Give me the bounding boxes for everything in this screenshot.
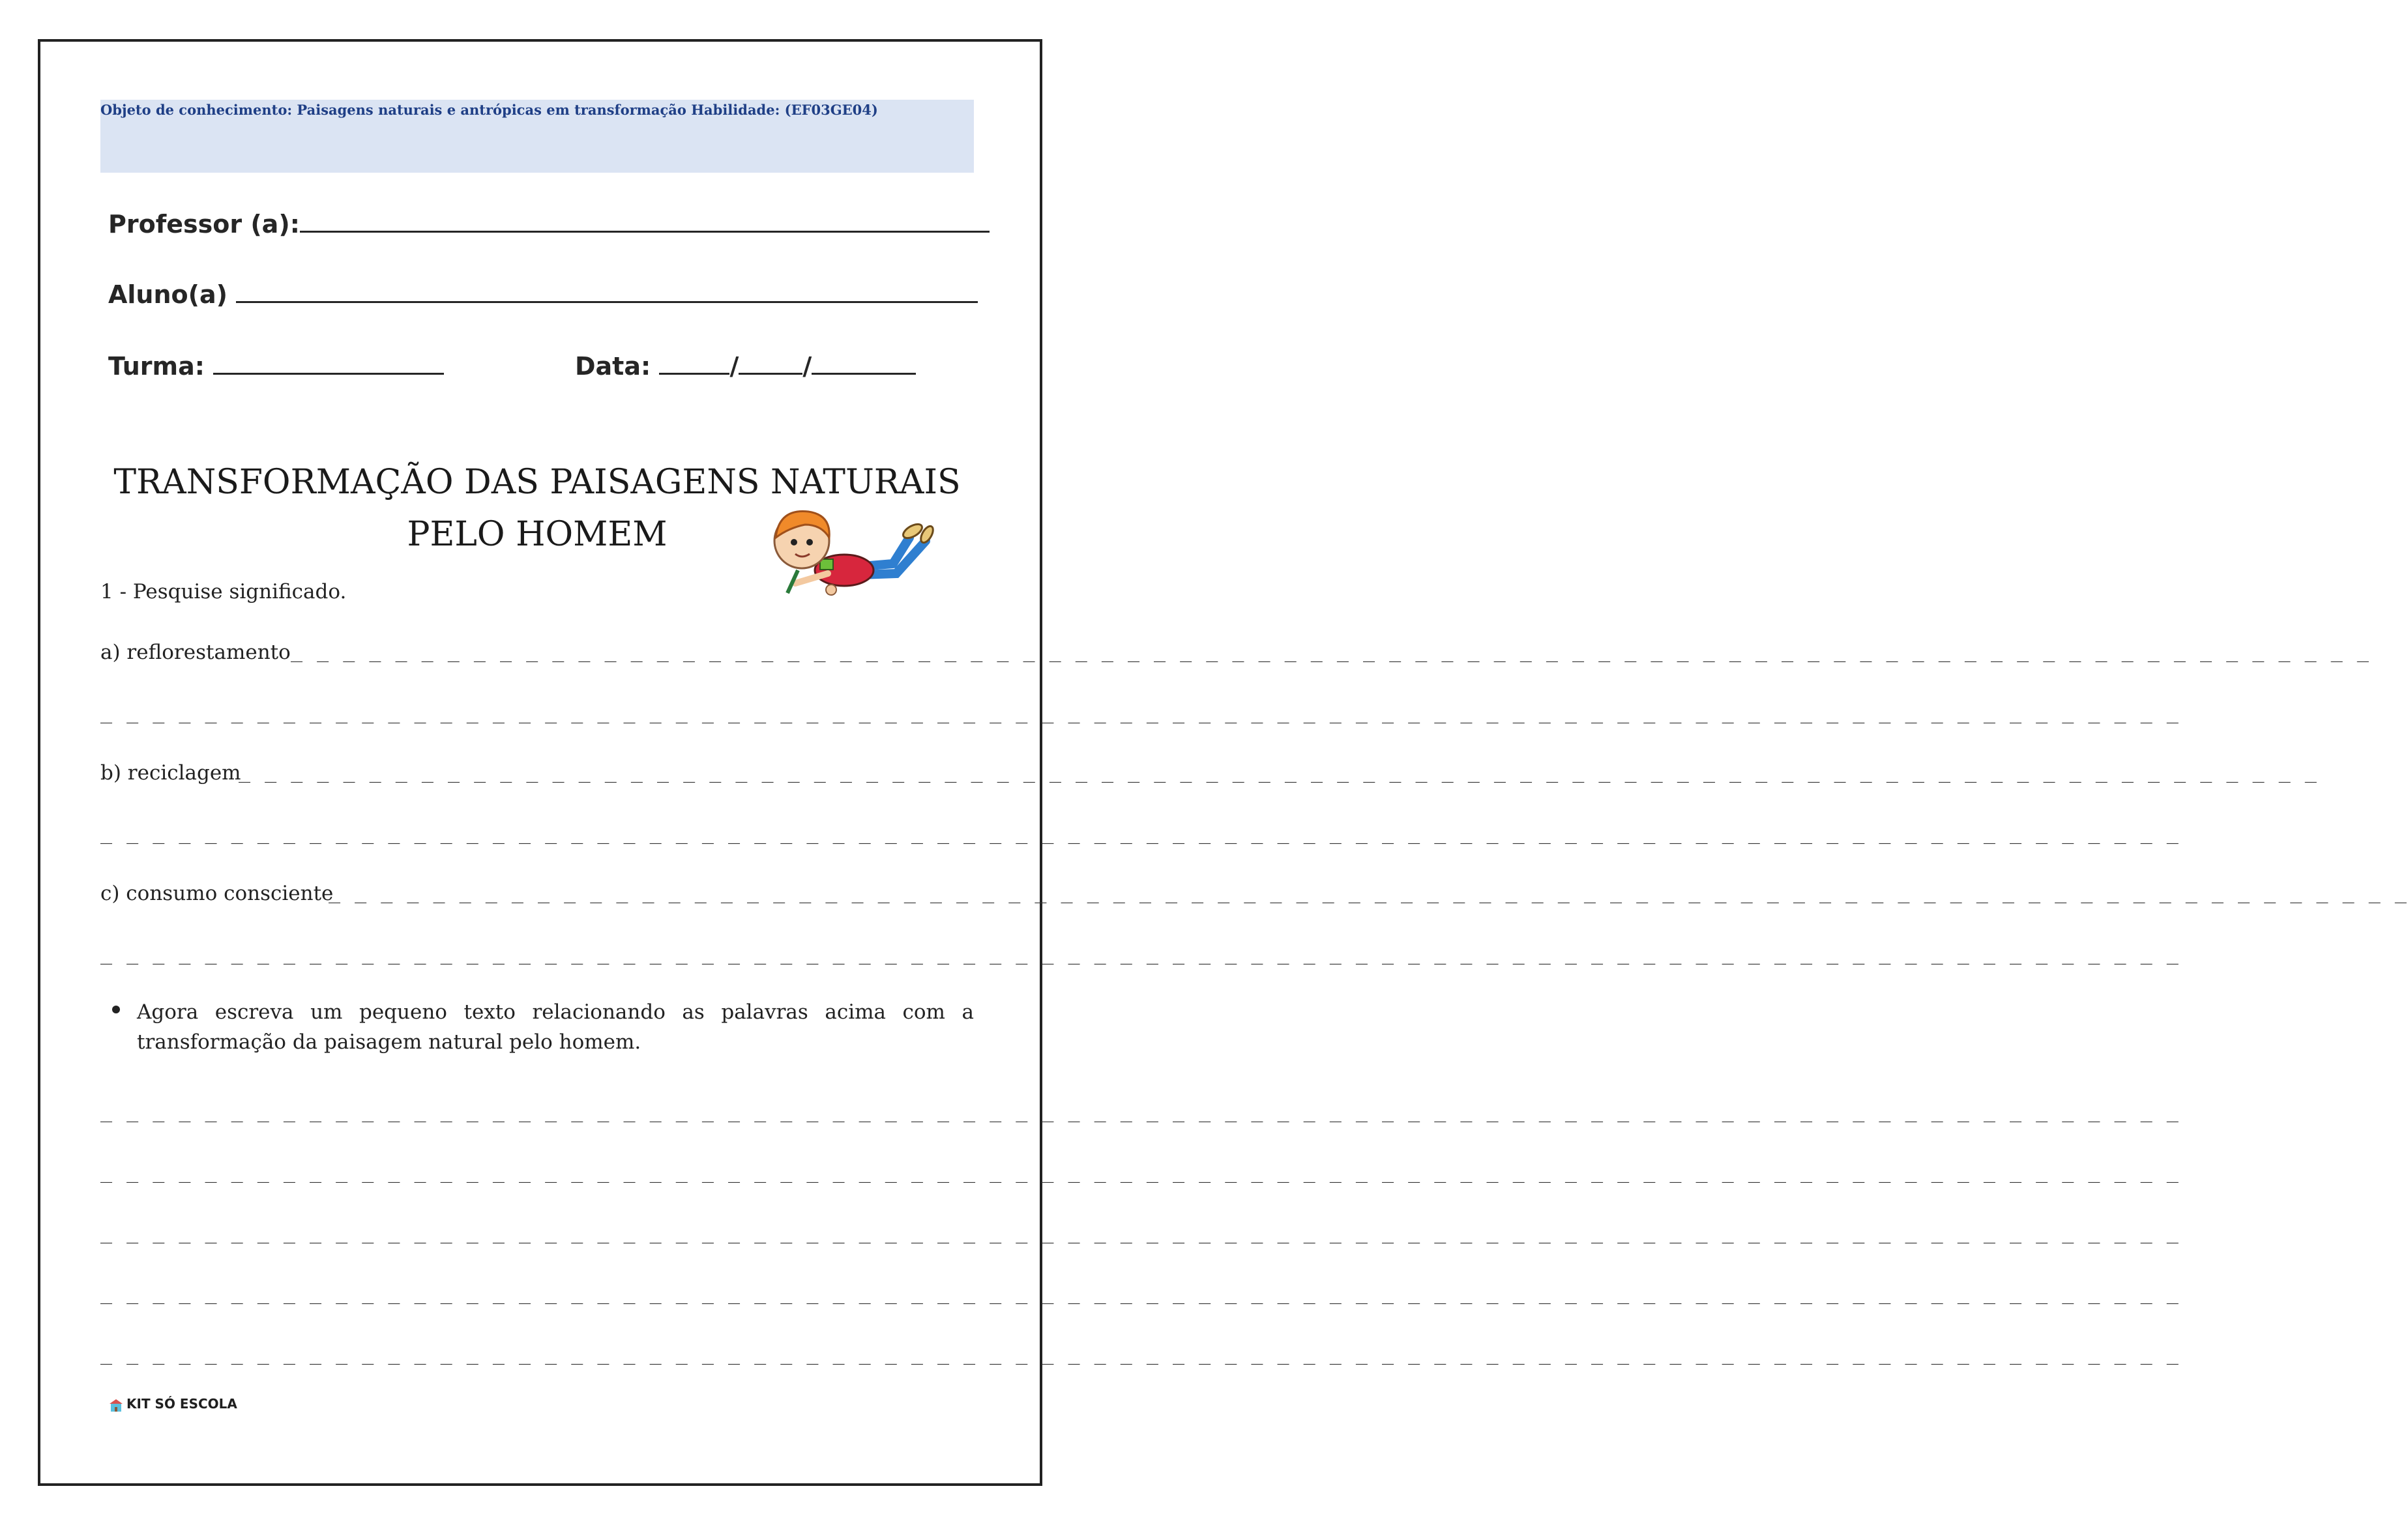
data-year-line[interactable] [812, 353, 916, 375]
bullet-dot [112, 1006, 120, 1013]
title-line-1: TRANSFORMAÇÃO DAS PAISAGENS NATURAIS [113, 463, 961, 502]
aluno-label: Aluno(a) [108, 280, 228, 309]
answer-line[interactable]: _ _ _ _ _ _ _ _ _ _ _ _ _ _ _ _ _ _ _ _ _ _ _ _ _ _ _ _ _ _ _ _ _ _ _ _ _ _ _ _ _ _ _ _ _ _ _ _ _ _ _ _ _ _ _ _ _ _ _ _ _ _ _ _ _ _ _ _ _ _ _ _ _ _ _ _ _ _ _ _ [329, 881, 2408, 904]
answer-line[interactable]: _ _ _ _ _ _ _ _ _ _ _ _ _ _ _ _ _ _ _ _ _ _ _ _ _ _ _ _ _ _ _ _ _ _ _ _ _ _ _ _ _ _ _ _ _ _ _ _ _ _ _ _ _ _ _ _ _ _ _ _ _ _ _ _ _ _ _ _ _ _ _ _ _ _ _ _ _ _ _ _ [100, 822, 2180, 845]
data-day-line[interactable] [659, 353, 729, 375]
title-line-2: PELO HOMEM [407, 515, 668, 554]
item-c-label: c) consumo consciente [100, 882, 334, 905]
professor-field[interactable] [108, 210, 990, 239]
footer-logo [108, 1396, 237, 1413]
item-a-label: a) reflorestamento [100, 641, 291, 664]
answer-line[interactable]: _ _ _ _ _ _ _ _ _ _ _ _ _ _ _ _ _ _ _ _ _ _ _ _ _ _ _ _ _ _ _ _ _ _ _ _ _ _ _ _ _ _ _ _ _ _ _ _ _ _ _ _ _ _ _ _ _ _ _ _ _ _ _ _ _ _ _ _ _ _ _ _ _ _ _ _ _ _ _ _ [100, 1282, 2180, 1305]
answer-line[interactable]: _ _ _ _ _ _ _ _ _ _ _ _ _ _ _ _ _ _ _ _ _ _ _ _ _ _ _ _ _ _ _ _ _ _ _ _ _ _ _ _ _ _ _ _ _ _ _ _ _ _ _ _ _ _ _ _ _ _ _ _ _ _ _ _ _ _ _ _ _ _ _ _ _ _ _ _ _ _ _ _ [291, 640, 2370, 663]
answer-line[interactable]: _ _ _ _ _ _ _ _ _ _ _ _ _ _ _ _ _ _ _ _ _ _ _ _ _ _ _ _ _ _ _ _ _ _ _ _ _ _ _ _ _ _ _ _ _ _ _ _ _ _ _ _ _ _ _ _ _ _ _ _ _ _ _ _ _ _ _ _ _ _ _ _ _ _ _ _ _ _ _ _ [100, 701, 2180, 724]
turma-line[interactable] [213, 353, 444, 375]
professor-label: Professor (a): [108, 210, 300, 239]
data-sep-2: / [802, 352, 812, 381]
professor-line[interactable] [300, 211, 990, 233]
answer-line[interactable]: _ _ _ _ _ _ _ _ _ _ _ _ _ _ _ _ _ _ _ _ _ _ _ _ _ _ _ _ _ _ _ _ _ _ _ _ _ _ _ _ _ _ _ _ _ _ _ _ _ _ _ _ _ _ _ _ _ _ _ _ _ _ _ _ _ _ _ _ _ _ _ _ _ _ _ _ _ _ _ _ [100, 1161, 2180, 1184]
answer-line[interactable]: _ _ _ _ _ _ _ _ _ _ _ _ _ _ _ _ _ _ _ _ _ _ _ _ _ _ _ _ _ _ _ _ _ _ _ _ _ _ _ _ _ _ _ _ _ _ _ _ _ _ _ _ _ _ _ _ _ _ _ _ _ _ _ _ _ _ _ _ _ _ _ _ _ _ _ _ _ _ _ _ [239, 761, 2318, 783]
answer-line[interactable]: _ _ _ _ _ _ _ _ _ _ _ _ _ _ _ _ _ _ _ _ _ _ _ _ _ _ _ _ _ _ _ _ _ _ _ _ _ _ _ _ _ _ _ _ _ _ _ _ _ _ _ _ _ _ _ _ _ _ _ _ _ _ _ _ _ _ _ _ _ _ _ _ _ _ _ _ _ _ _ _ [100, 1221, 2180, 1244]
answer-line[interactable]: _ _ _ _ _ _ _ _ _ _ _ _ _ _ _ _ _ _ _ _ _ _ _ _ _ _ _ _ _ _ _ _ _ _ _ _ _ _ _ _ _ _ _ _ _ _ _ _ _ _ _ _ _ _ _ _ _ _ _ _ _ _ _ _ _ _ _ _ _ _ _ _ _ _ _ _ _ _ _ _ [100, 1100, 2180, 1123]
question-2-text: Agora escreva um pequeno texto relacionando as palavras acima com a transformação da paisagem natural pelo homem. [137, 1000, 974, 1054]
answer-line[interactable]: _ _ _ _ _ _ _ _ _ _ _ _ _ _ _ _ _ _ _ _ _ _ _ _ _ _ _ _ _ _ _ _ _ _ _ _ _ _ _ _ _ _ _ _ _ _ _ _ _ _ _ _ _ _ _ _ _ _ _ _ _ _ _ _ _ _ _ _ _ _ _ _ _ _ _ _ _ _ _ _ [100, 942, 2180, 965]
header-text: Objeto de conhecimento: Paisagens naturais e antrópicas em transformação Habilidade: (EF03GE04) [100, 102, 878, 118]
child-drawing-illustration [756, 502, 932, 613]
turma-label: Turma: [108, 352, 205, 381]
turma-field[interactable] [108, 352, 444, 381]
answer-line[interactable]: _ _ _ _ _ _ _ _ _ _ _ _ _ _ _ _ _ _ _ _ _ _ _ _ _ _ _ _ _ _ _ _ _ _ _ _ _ _ _ _ _ _ _ _ _ _ _ _ _ _ _ _ _ _ _ _ _ _ _ _ _ _ _ _ _ _ _ _ _ _ _ _ _ _ _ _ _ _ _ _ [100, 1343, 2180, 1365]
item-b-label: b) reciclagem [100, 761, 241, 785]
aluno-line[interactable] [236, 282, 978, 303]
school-icon [108, 1397, 124, 1413]
question-1-prompt: 1 - Pesquise significado. [100, 580, 347, 603]
footer-logo-text: KIT SÓ ESCOLA [126, 1396, 237, 1412]
data-field[interactable] [575, 352, 916, 381]
data-sep-1: / [729, 352, 739, 381]
aluno-field[interactable] [108, 280, 978, 309]
data-month-line[interactable] [739, 353, 802, 375]
data-label: Data: [575, 352, 651, 381]
